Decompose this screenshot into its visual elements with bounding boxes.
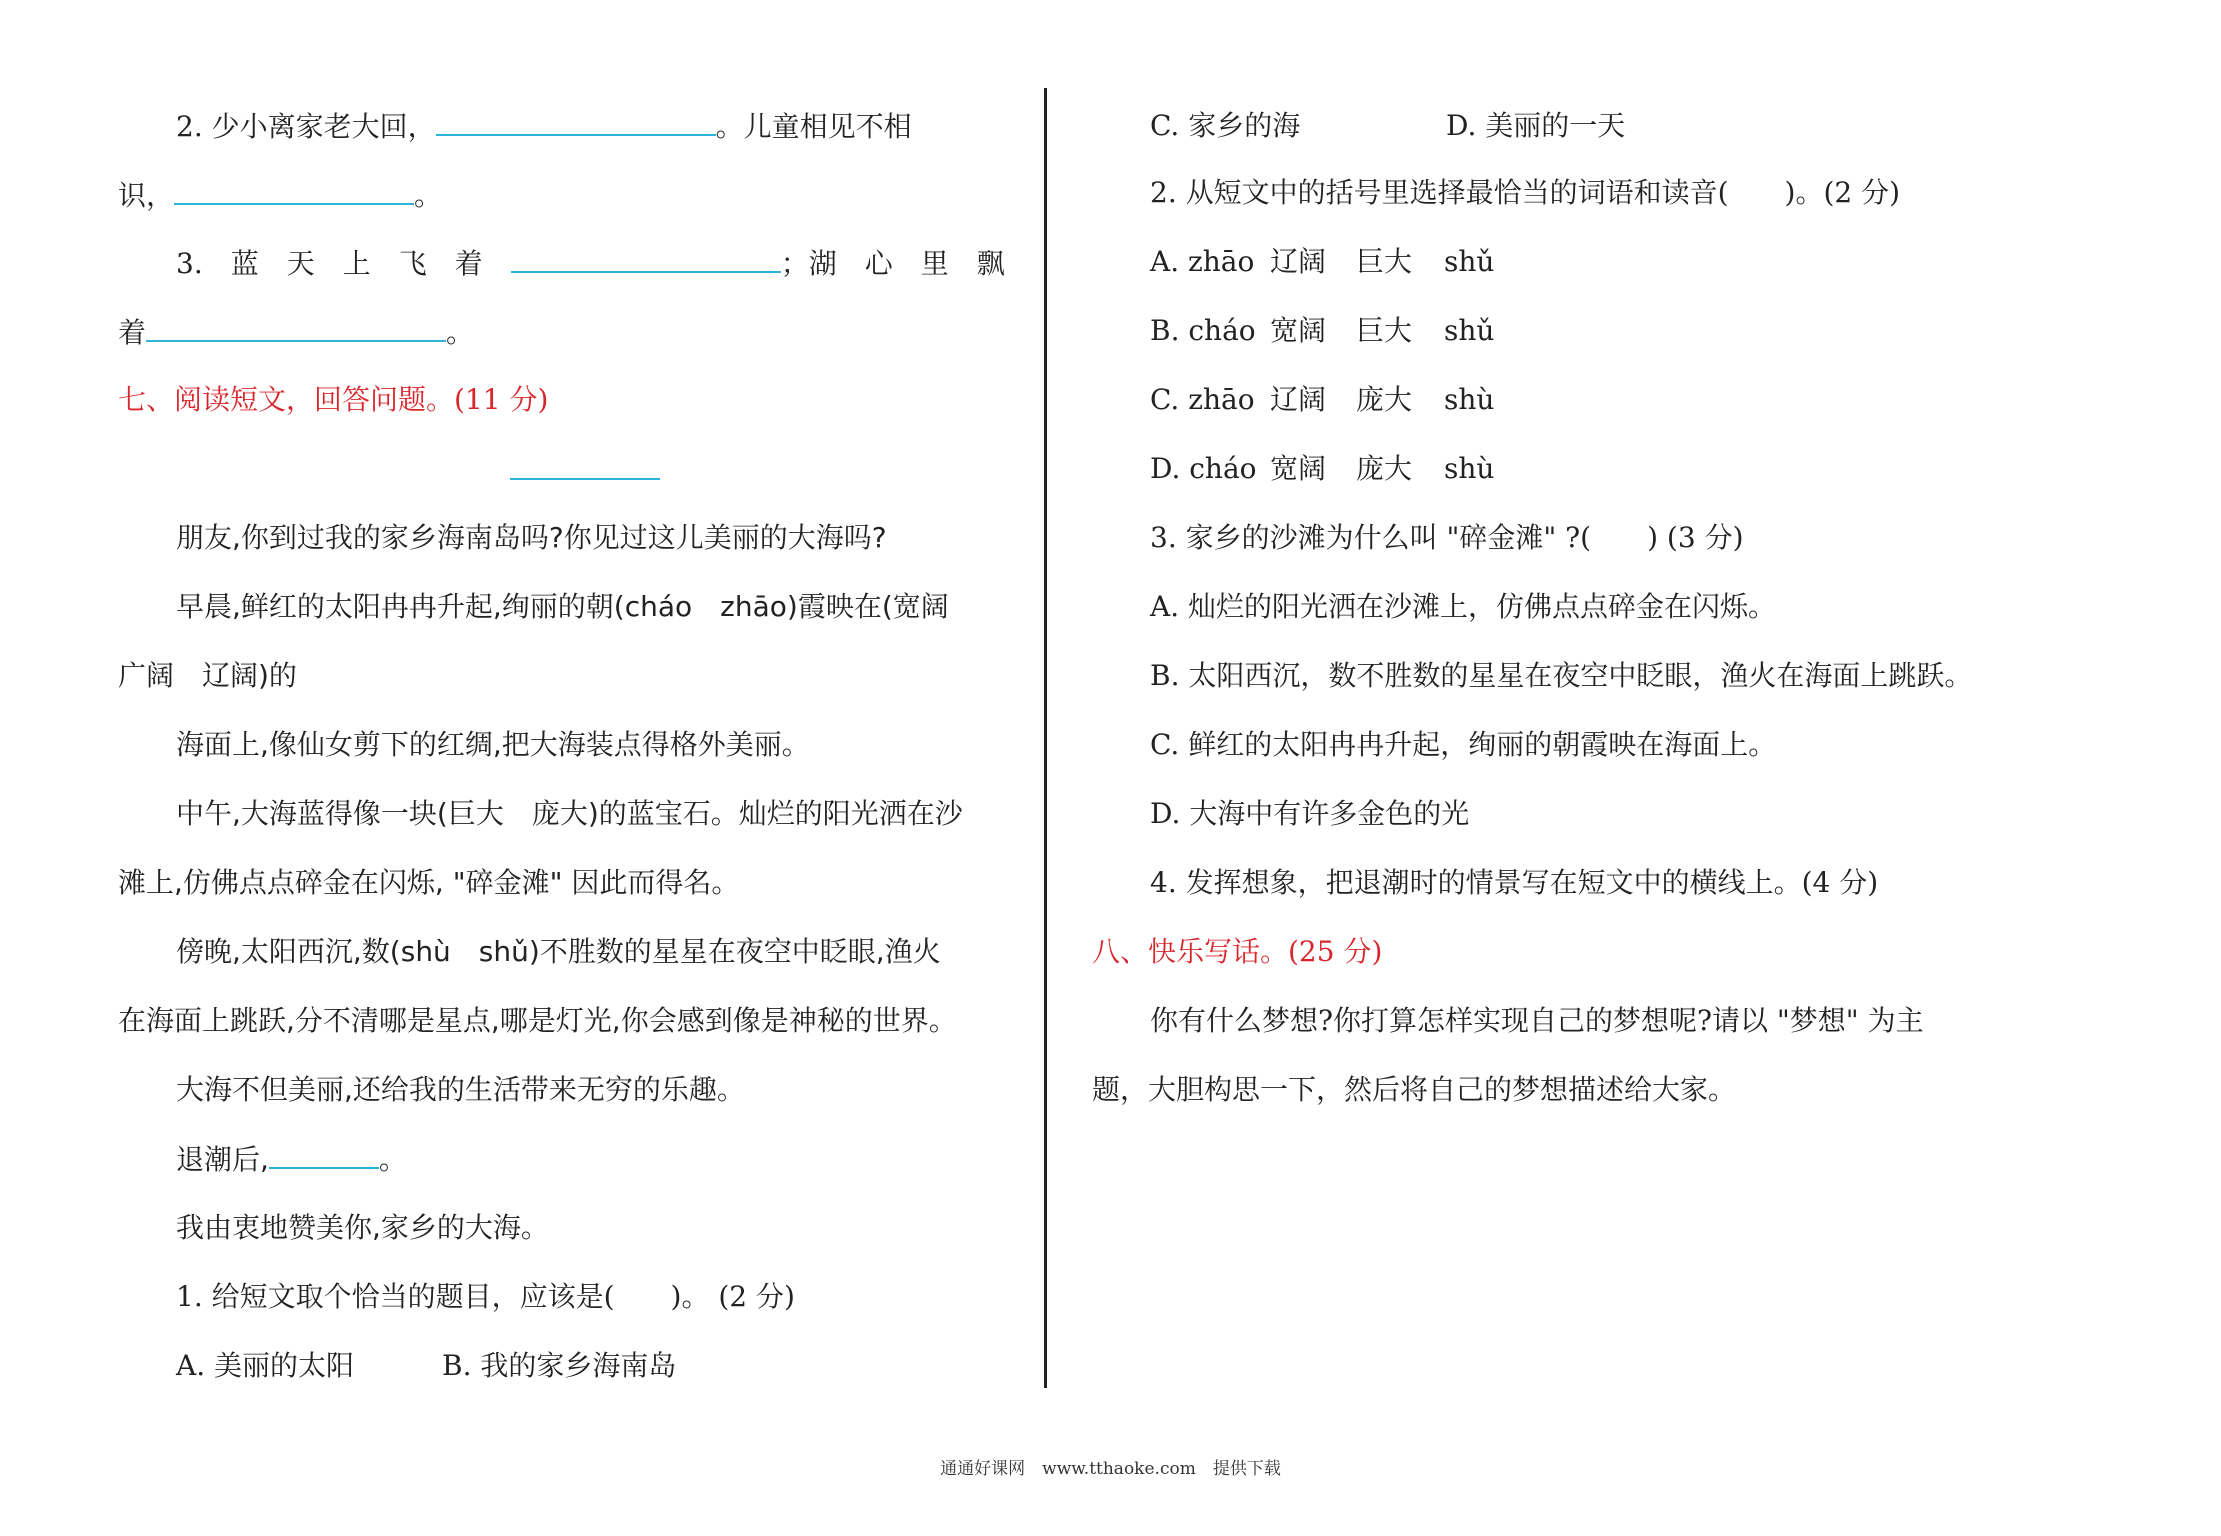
option-word: 辽阔 <box>1270 383 1327 416</box>
option-word: 宽阔 <box>1270 452 1327 485</box>
answer-blank[interactable] <box>174 175 414 205</box>
passage-paragraph: 滩上,仿佛点点碎金在闪烁, "碎金滩" 因此而得名。 <box>118 866 740 899</box>
question-3: 3. 家乡的沙滩为什么叫 "碎金滩" ?( ) (3 分) <box>1150 521 1744 554</box>
writing-prompt: 题，大胆构思一下，然后将自己的梦想描述给大家。 <box>1092 1073 1737 1106</box>
option-word: 巨大 <box>1356 314 1413 347</box>
answer-blank[interactable] <box>511 243 781 273</box>
option-pinyin: shù <box>1444 383 1495 416</box>
option-pinyin: shǔ <box>1444 314 1495 347</box>
column-divider <box>1044 88 1047 1388</box>
question-2-text-end: 识， <box>118 179 175 212</box>
option-word: 庞大 <box>1356 383 1413 416</box>
title-blank[interactable] <box>510 478 660 480</box>
writing-prompt: 你有什么梦想?你打算怎样实现自己的梦想呢?请以 "梦想" 为主 <box>1150 1004 1924 1037</box>
option-b[interactable]: B. 我的家乡海南岛 <box>442 1349 677 1382</box>
question-3-text-cont: ；湖 心 里 飘 <box>780 247 1005 280</box>
passage-paragraph: 早晨,鲜红的太阳冉冉升起,绚丽的朝(cháo zhāo)霞映在(宽阔 <box>176 590 949 623</box>
footer-credit: 通通好课网 www.tthaoke.com 提供下载 <box>940 1459 1281 1479</box>
q2-option-c[interactable] <box>1150 380 1495 420</box>
section-7-heading: 七、阅读短文，回答问题。(11 分) <box>118 383 549 416</box>
question-2-line-2 <box>118 175 442 216</box>
q3-option-b[interactable]: B. 太阳西沉，数不胜数的星星在夜空中眨眼，渔火在海面上跳跃。 <box>1150 659 1973 692</box>
passage-paragraph: 海面上,像仙女剪下的红绸,把大海装点得格外美丽。 <box>176 728 810 761</box>
option-pinyin: shù <box>1444 452 1495 485</box>
q2-option-b[interactable] <box>1150 311 1495 351</box>
passage-text: 退潮后, <box>176 1143 269 1176</box>
q2-option-a[interactable] <box>1150 242 1495 282</box>
question-1: 1. 给短文取个恰当的题目，应该是( )。 (2 分) <box>176 1280 795 1313</box>
punctuation: 。 <box>378 1143 407 1176</box>
question-3-text-end: 着 <box>118 316 147 349</box>
option-c[interactable]: C. 家乡的海 <box>1150 109 1301 142</box>
option-word: 巨大 <box>1356 245 1413 278</box>
option-label: D. cháo <box>1150 452 1257 485</box>
punctuation: 。 <box>446 316 475 349</box>
question-3-line <box>176 243 1005 284</box>
passage-paragraph-blank <box>176 1139 407 1180</box>
question-3-line-2 <box>118 312 474 353</box>
section-8-heading: 八、快乐写话。(25 分) <box>1092 935 1383 968</box>
question-2-text-cont: 。儿童相见不相 <box>715 110 912 143</box>
passage-paragraph: 我由衷地赞美你,家乡的大海。 <box>176 1211 549 1244</box>
question-2: 2. 从短文中的括号里选择最恰当的词语和读音( )。(2 分) <box>1150 176 1901 209</box>
option-word: 庞大 <box>1356 452 1413 485</box>
option-label: B. cháo <box>1150 314 1256 347</box>
option-word: 辽阔 <box>1270 245 1327 278</box>
q3-option-a[interactable]: A. 灿烂的阳光洒在沙滩上，仿佛点点碎金在闪烁。 <box>1150 590 1777 623</box>
q3-option-c[interactable]: C. 鲜红的太阳冉冉升起，绚丽的朝霞映在海面上。 <box>1150 728 1777 761</box>
q2-option-d[interactable] <box>1150 449 1495 489</box>
passage-paragraph: 中午,大海蓝得像一块(巨大 庞大)的蓝宝石。灿烂的阳光洒在沙 <box>176 797 963 830</box>
question-2-line <box>176 106 912 147</box>
option-label: A. zhāo <box>1150 245 1255 278</box>
question-2-text: 2. 少小离家老大回， <box>176 110 436 143</box>
passage-paragraph: 傍晚,太阳西沉,数(shù shǔ)不胜数的星星在夜空中眨眼,渔火 <box>176 935 941 968</box>
question-4: 4. 发挥想象，把退潮时的情景写在短文中的横线上。(4 分) <box>1150 866 1879 899</box>
passage-paragraph: 大海不但美丽,还给我的生活带来无穷的乐趣。 <box>176 1073 745 1106</box>
punctuation: 。 <box>414 179 443 212</box>
answer-blank[interactable] <box>436 106 716 136</box>
option-pinyin: shǔ <box>1444 245 1495 278</box>
option-a[interactable]: A. 美丽的太阳 <box>176 1349 355 1382</box>
answer-blank[interactable] <box>269 1139 379 1169</box>
option-label: C. zhāo <box>1150 383 1255 416</box>
passage-paragraph: 广阔 辽阔)的 <box>118 659 297 692</box>
question-3-text: 3. 蓝 天 上 飞 着 <box>176 247 483 280</box>
passage-paragraph: 在海面上跳跃,分不清哪是星点,哪是灯光,你会感到像是神秘的世界。 <box>118 1004 957 1037</box>
answer-blank[interactable] <box>146 312 446 342</box>
option-d[interactable]: D. 美丽的一天 <box>1446 109 1626 142</box>
q3-option-d[interactable]: D. 大海中有许多金色的光 <box>1150 797 1470 830</box>
option-word: 宽阔 <box>1270 314 1327 347</box>
passage-paragraph: 朋友,你到过我的家乡海南岛吗?你见过这儿美丽的大海吗? <box>176 521 887 554</box>
